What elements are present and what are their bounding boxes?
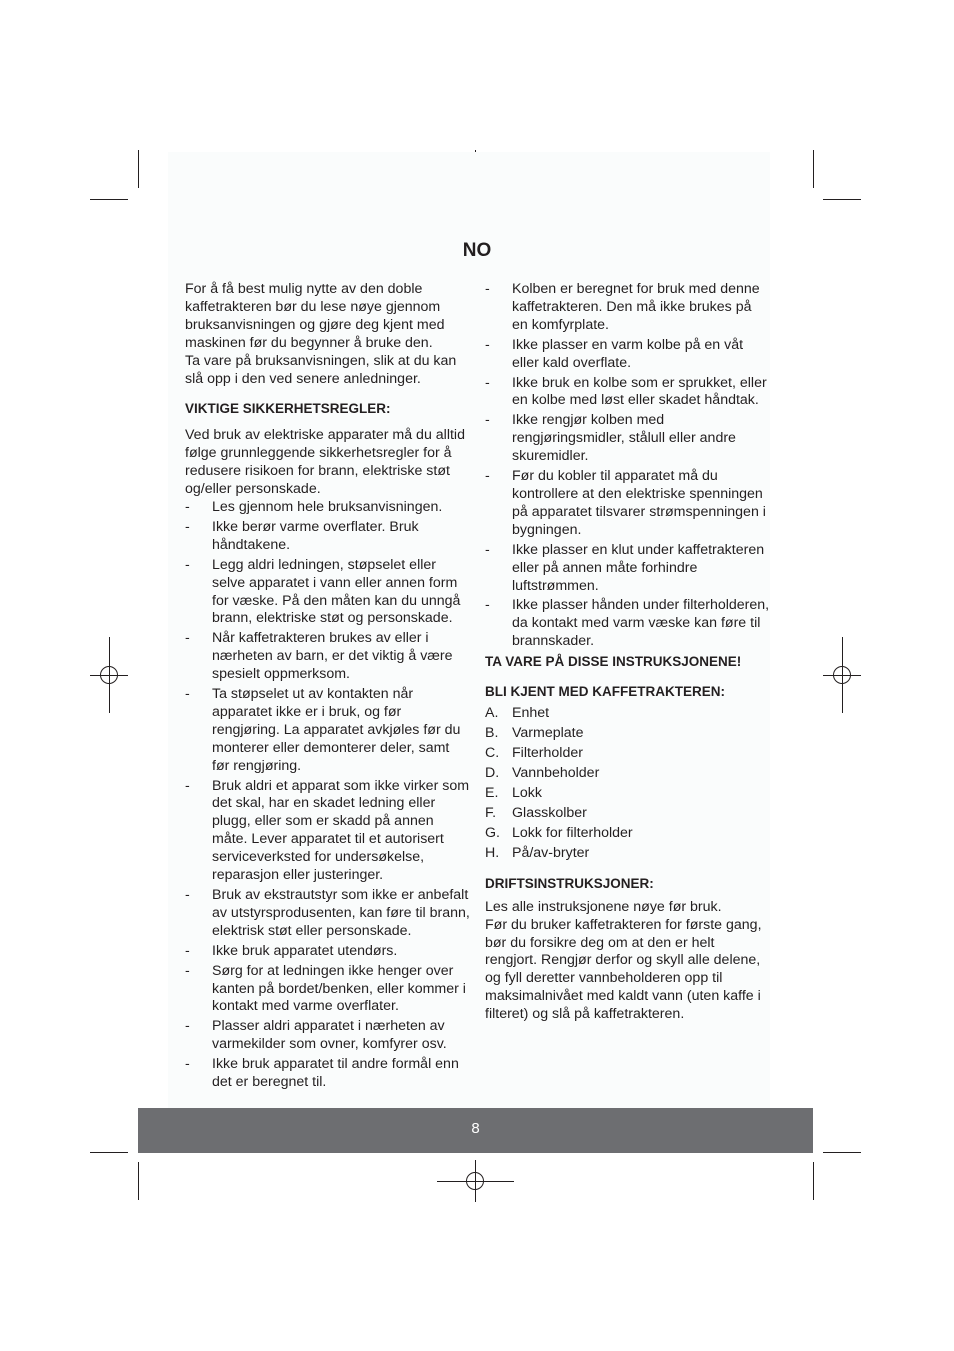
list-item: - Ikke bruk apparatet utendørs. bbox=[185, 942, 398, 959]
crop-mark bbox=[138, 1162, 139, 1200]
registration-circle bbox=[466, 1172, 484, 1190]
save-instructions-notice: TA VARE PÅ DISSE INSTRUKSJONENE! bbox=[485, 654, 742, 670]
list-item: F. Glasskolber bbox=[485, 804, 587, 821]
crop-mark bbox=[90, 199, 128, 200]
list-item: - Ikke bruk en kolbe som er sprukket, eller en kolbe med løst eller skadet håndtak. bbox=[485, 374, 767, 409]
left-column bbox=[185, 281, 470, 1094]
list-item: - Før du kobler til apparatet må du kontrollere at den elektriske spenningen på apparatet tilsvarer strømspenningen i bygningen. bbox=[485, 468, 766, 538]
list-item: A. Enhet bbox=[485, 704, 550, 721]
list-item: - Ta støpselet ut av kontakten når apparatet ikke er i bruk, og før rengjøring. La apparatet avkjøles før du monterer eller demonterer deler, samt før rengjøring. bbox=[185, 686, 461, 774]
list-item: - Ikke plasser en varm kolbe på en våt eller kald overflate. bbox=[485, 336, 744, 371]
safety-intro: Ved bruk av elektriske apparater må du alltid følge grunnleggende sikkerhetsregler for å redusere risikoen for brann, elektriske støt og/eller personskade. bbox=[185, 427, 465, 498]
right-column bbox=[485, 281, 770, 1024]
list-item: D. Vannbeholder bbox=[485, 764, 600, 781]
list-item: - Ikke plasser hånden under filterholderen, da kontakt med varm væske kan føre til brannskader. bbox=[485, 597, 770, 650]
list-item: B. Varmeplate bbox=[485, 724, 584, 741]
list-item: - Når kaffetrakteren brukes av eller i nærheten av barn, er det viktig å være spesielt oppmerksom. bbox=[185, 630, 453, 683]
list-item: - Ikke berør varme overflater. Bruk håndtakene. bbox=[185, 518, 419, 553]
list-item: - Legg aldri ledningen, støpselet eller selve apparatet i vann eller annen form for væske. På den måten kan du unngå brann, elektriske støt og personskade. bbox=[185, 556, 461, 627]
list-item: - Ikke plasser en klut under kaffetrakteren eller på annen måte forhindre luftstrømmen. bbox=[485, 541, 765, 594]
crop-mark bbox=[813, 150, 814, 188]
list-item: H. På/av-bryter bbox=[485, 844, 590, 861]
list-item: G. Lokk for filterholder bbox=[485, 824, 633, 841]
crop-mark bbox=[90, 1152, 128, 1153]
list-item: - Bruk aldri et apparat som ikke virker som det skal, har en skadet ledning eller plugg, eller som er skadd på annen måte. Lever apparatet til et autorisert serviceverksted for undersøkelse, reparasjon eller justeringer. bbox=[185, 777, 470, 884]
crop-mark bbox=[813, 1162, 814, 1200]
safety-heading: VIKTIGE SIKKERHETSREGLER: bbox=[185, 401, 391, 417]
operation-paragraph: Les alle instruksjonene nøye før bruk. bbox=[485, 898, 722, 915]
safety-list-continued bbox=[485, 281, 770, 651]
intro-paragraph: Ta vare på bruksanvisningen, slik at du kan slå opp i den ved senere anledninger. bbox=[185, 352, 457, 387]
parts-list bbox=[485, 705, 770, 863]
crop-mark bbox=[138, 150, 139, 188]
list-item: E. Lokk bbox=[485, 784, 542, 801]
list-item: - Sørg for at ledningen ikke henger over kanten på bordet/benken, eller kommer i kontakt med varme overflater. bbox=[185, 962, 466, 1015]
operation-heading: DRIFTSINSTRUKSJONER: bbox=[485, 875, 654, 891]
parts-heading: BLI KJENT MED KAFFETRAKTEREN: bbox=[485, 684, 725, 700]
crop-mark bbox=[823, 1152, 861, 1153]
page-footer bbox=[138, 1108, 813, 1153]
list-item: - Kolben er beregnet for bruk med denne kaffetrakteren. Den må ikke brukes på en komfyrplate. bbox=[485, 281, 760, 333]
list-item: - Ikke rengjør kolben med rengjøringsmidler, stålull eller andre skuremidler. bbox=[485, 412, 736, 465]
list-item: C. Filterholder bbox=[485, 744, 583, 761]
list-item: - Plasser aldri apparatet i nærheten av varmekilder som ovner, komfyrer osv. bbox=[185, 1018, 447, 1053]
registration-circle bbox=[100, 666, 118, 684]
list-item: - Bruk av ekstrautstyr som ikke er anbefalt av utstyrsprodusenten, kan føre til brann, elektrisk støt eller personskade. bbox=[185, 887, 470, 939]
safety-list bbox=[185, 499, 470, 1092]
operation-paragraph: Før du bruker kaffetrakteren for første gang, bør du forsikre deg om at den er helt rengjort. Rengjør derfor og skyll alle delene, og fyll deretter vannbeholderen opp til maksimalnivået med kaldt vann (uten kaffe i filteret) og slå på kaffetrakteren. bbox=[485, 916, 762, 1023]
page-number: 8 bbox=[471, 1120, 480, 1137]
crop-mark bbox=[823, 199, 861, 200]
list-item: - Les gjennom hele bruksanvisningen. bbox=[185, 498, 443, 515]
registration-circle bbox=[833, 666, 851, 684]
language-heading: NO bbox=[462, 240, 492, 261]
intro-paragraph: For å få best mulig nytte av den doble kaffetrakteren bør du lese nøye gjennom bruksanvisningen og gjøre deg kjent med maskinen før du begynner å bruke den. bbox=[185, 281, 445, 351]
list-item: - Ikke bruk apparatet til andre formål enn det er beregnet til. bbox=[185, 1056, 459, 1091]
